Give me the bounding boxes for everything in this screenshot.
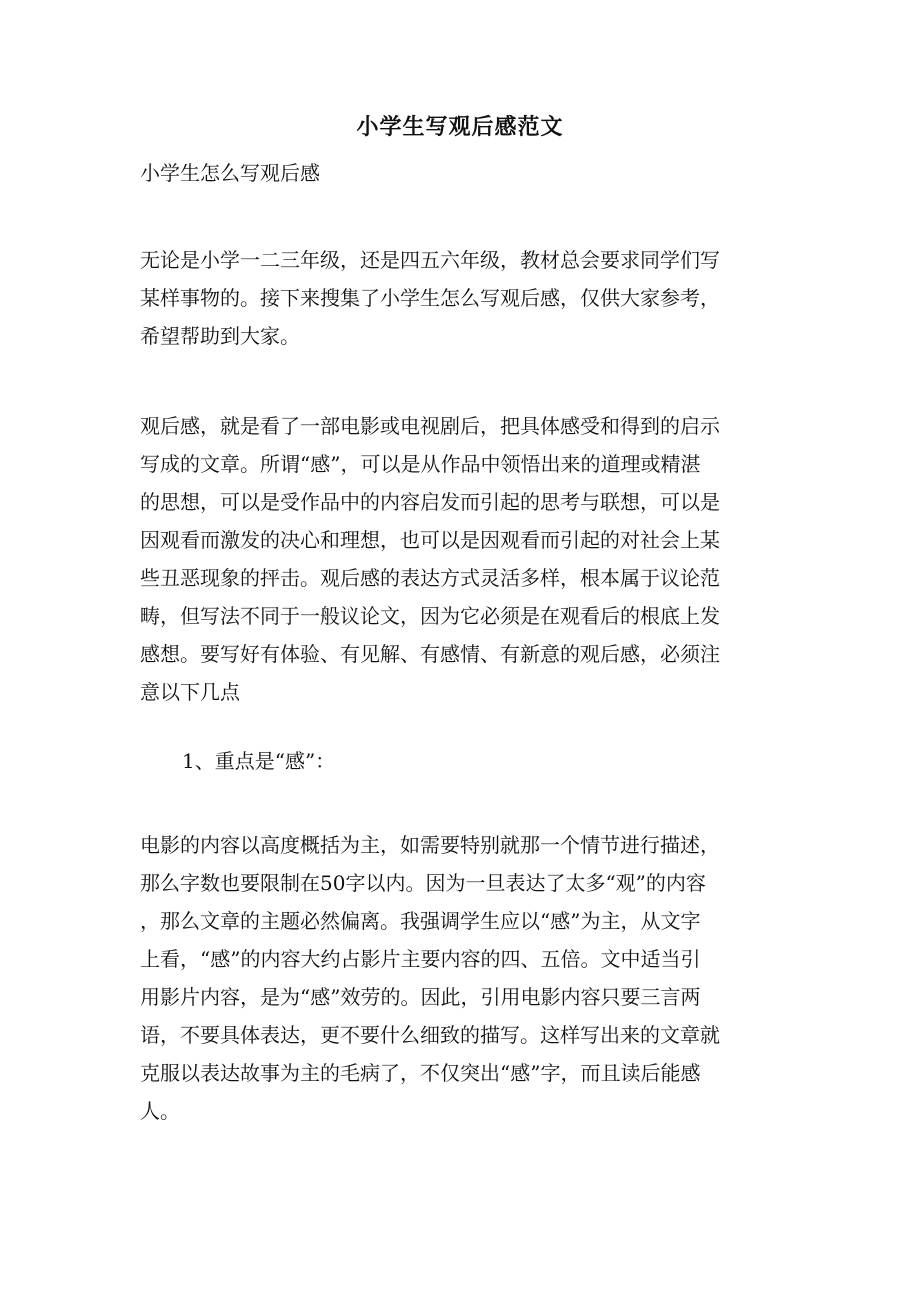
text-line: ，那么文章的主题必然偏离。我强调学生应以“感”为主，从文字 <box>140 909 701 933</box>
text-line: 克服以表达故事为主的毛病了，不仅突出“感”字，而且读后能感 <box>140 1061 701 1085</box>
text-line: 意以下几点 <box>140 680 240 704</box>
document-subtitle: 小学生怎么写观后感 <box>140 161 320 185</box>
section-heading: 1、重点是“感”： <box>182 749 336 773</box>
paragraph-intro <box>140 241 780 355</box>
text-line: 些丑恶现象的抨击。观后感的表达方式灵活多样，根本属于议论范 <box>140 566 720 590</box>
text-line: 希望帮助到大家。 <box>140 324 300 348</box>
paragraph-definition <box>140 407 780 711</box>
paragraph-focus <box>140 826 780 1130</box>
text-line: 电影的内容以高度概括为主，如需要特别就那一个情节进行描述， <box>140 833 720 857</box>
text-line: 写成的文章。所谓“感”，可以是从作品中领悟出来的道理或精湛 <box>140 452 701 476</box>
text-line: 感想。要写好有体验、有见解、有感情、有新意的观后感，必须注 <box>140 642 720 666</box>
text-line: 观后感，就是看了一部电影或电视剧后，把具体感受和得到的启示 <box>140 414 720 438</box>
text-line: 那么字数也要限制在50字以内。因为一旦表达了太多“观”的内容 <box>140 871 706 895</box>
text-line: 某样事物的。接下来搜集了小学生怎么写观后感，仅供大家参考， <box>140 286 720 310</box>
text-line: 语，不要具体表达，更不要什么细致的描写。这样写出来的文章就 <box>140 1023 720 1047</box>
text-line: 人。 <box>140 1099 180 1123</box>
text-line: 上看，“感”的内容大约占影片主要内容的四、五倍。文中适当引 <box>140 947 701 971</box>
text-line: 畴，但写法不同于一般议论文，因为它必须是在观看后的根底上发 <box>140 604 720 628</box>
text-line: 的思想，可以是受作品中的内容启发而引起的思考与联想，可以是 <box>140 490 720 514</box>
document-title: 小学生写观后感范文 <box>356 114 564 140</box>
text-line: 无论是小学一二三年级，还是四五六年级，教材总会要求同学们写 <box>140 248 720 272</box>
text-line: 因观看而激发的决心和理想，也可以是因观看而引起的对社会上某 <box>140 528 720 552</box>
text-line: 用影片内容，是为“感”效劳的。因此，引用电影内容只要三言两 <box>140 985 701 1009</box>
